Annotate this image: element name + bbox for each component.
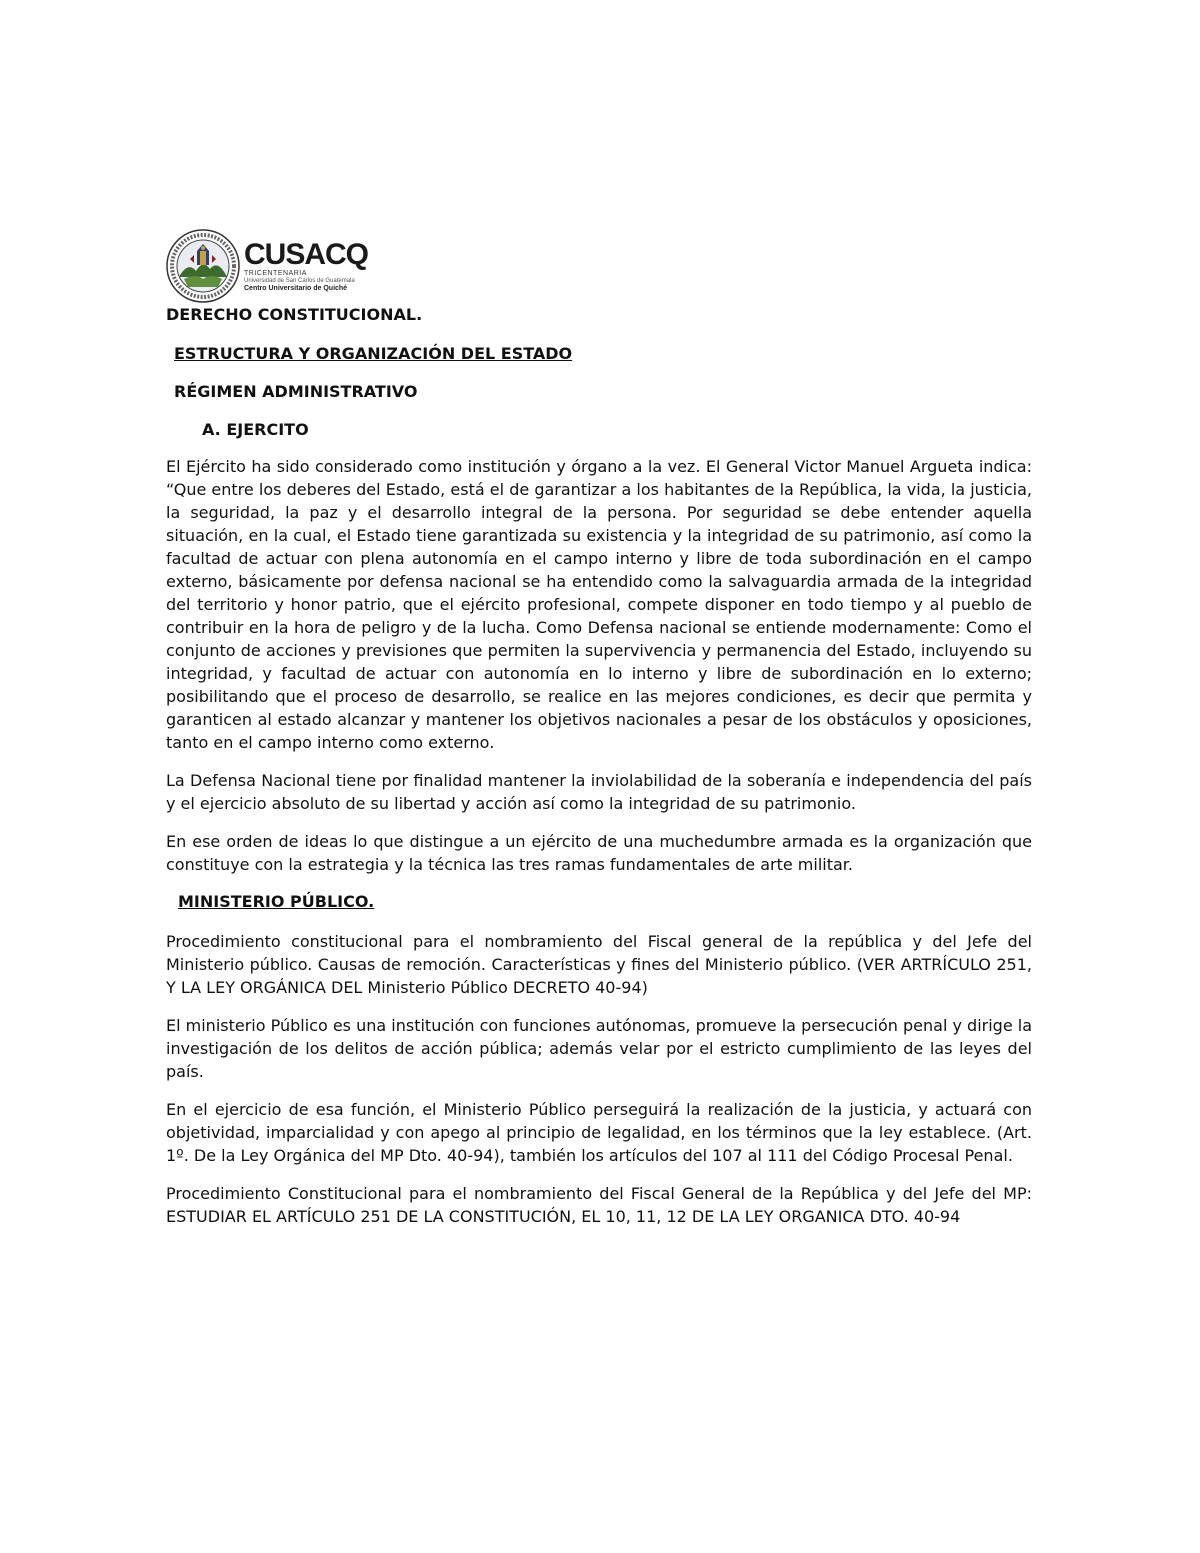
heading-ministerio-publico: MINISTERIO PÚBLICO. [178, 892, 375, 911]
header-logo [166, 226, 1032, 306]
heading-estructura: ESTRUCTURA Y ORGANIZACIÓN DEL ESTADO [174, 344, 573, 363]
heading-derecho-constitucional: DERECHO CONSTITUCIONAL. [166, 305, 423, 324]
document-page [166, 226, 1032, 1228]
paragraph-mp-funcion: En el ejercicio de esa función, el Ministerio Público perseguirá la realización de la justicia, y actuará con objetividad, imparcialidad y con apego al principio de legalidad, en los términos que la ley establece. (Art. 1º. De la Ley Orgánica del MP Dto. 40-94), también los artículos del 107 al 111 del Código Procesal Penal. [166, 1100, 1032, 1165]
brand-name: CUSACQ [244, 237, 369, 271]
paragraph-ejercito-definicion: El Ejército ha sido considerado como institución y órgano a la vez. El General Victor Manuel Argueta indica: “Que entre los deberes del Estado, está el de garantizar a los habitantes de la República, la vida, la justicia, la seguridad, la paz y el desarrollo integral de la persona. Por seguridad se debe entender aquella situación, en la cual, el Estado tiene garantizada su existencia y la integridad de su patrimonio, así como la facultad de actuar con plena autonomía en el campo interno y libre de toda subordinación en el campo externo, básicamente por defensa nacional se ha entendido como la salvaguardia armada de la integridad del territorio y honor patrio, que el ejército profesional, compete disponer en todo tiempo y al pueblo de contribuir en la hora de peligro y de la lucha. Como Defensa nacional se entiende modernamente: Como el conjunto de acciones y previsiones que permiten la supervivencia y permanencia del Estado, incluyendo su integridad, y facultad de actuar con autonomía en lo interno y libre de subordinación en lo externo; posibilitando que el proceso de desarrollo, se realice en las mejores condiciones, es decir que permita y garanticen al estado alcanzar y mantener los objetivos nacionales a pesar de los obstáculos y oposiciones, tanto en el campo interno como externo. [166, 457, 1032, 752]
paragraph-procedimiento-fiscal: Procedimiento constitucional para el nombramiento del Fiscal general de la república y del Jefe del Ministerio público. Causas de remoción. Características y fines del Ministerio público. (VER ARTRÍCULO 251, Y LA LEY ORGÁNICA DEL Ministerio Público DECRETO 40-94) [166, 932, 1032, 997]
paragraph-organizacion: En ese orden de ideas lo que distingue a un ejército de una muchedumbre armada es la organización que constituye con la estrategia y la técnica las tres ramas fundamentales de arte militar. [166, 832, 1032, 874]
brand-university: Universidad de San Carlos de Guatemala [244, 277, 355, 284]
university-seal-icon [166, 229, 240, 303]
paragraph-mp-institucion: El ministerio Público es una institución con funciones autónomas, promueve la persecución penal y dirige la investigación de los delitos de acción pública; además velar por el estricto cumplimiento de las leyes del país. [166, 1016, 1033, 1081]
brand-block [244, 237, 369, 293]
brand-center: Centro Universitario de Quiché [244, 284, 348, 292]
heading-ejercito: A. EJERCITO [202, 420, 309, 439]
heading-regimen-administrativo: RÉGIMEN ADMINISTRATIVO [174, 382, 418, 401]
paragraph-defensa-nacional: La Defensa Nacional tiene por finalidad mantener la inviolabilidad de la soberanía e independencia del país y el ejercicio absoluto de su libertad y acción así como la integridad de su patrimonio. [166, 771, 1032, 813]
brand-tricentenaria: TRICENTENARIA [244, 269, 307, 277]
paragraph-procedimiento-constitucional: Procedimiento Constitucional para el nombramiento del Fiscal General de la República y del Jefe del MP: ESTUDIAR EL ARTÍCULO 251 DE LA CONSTITUCIÓN, EL 10, 11, 12 DE LA LEY ORGANICA DTO. 40-94 [166, 1184, 1032, 1226]
